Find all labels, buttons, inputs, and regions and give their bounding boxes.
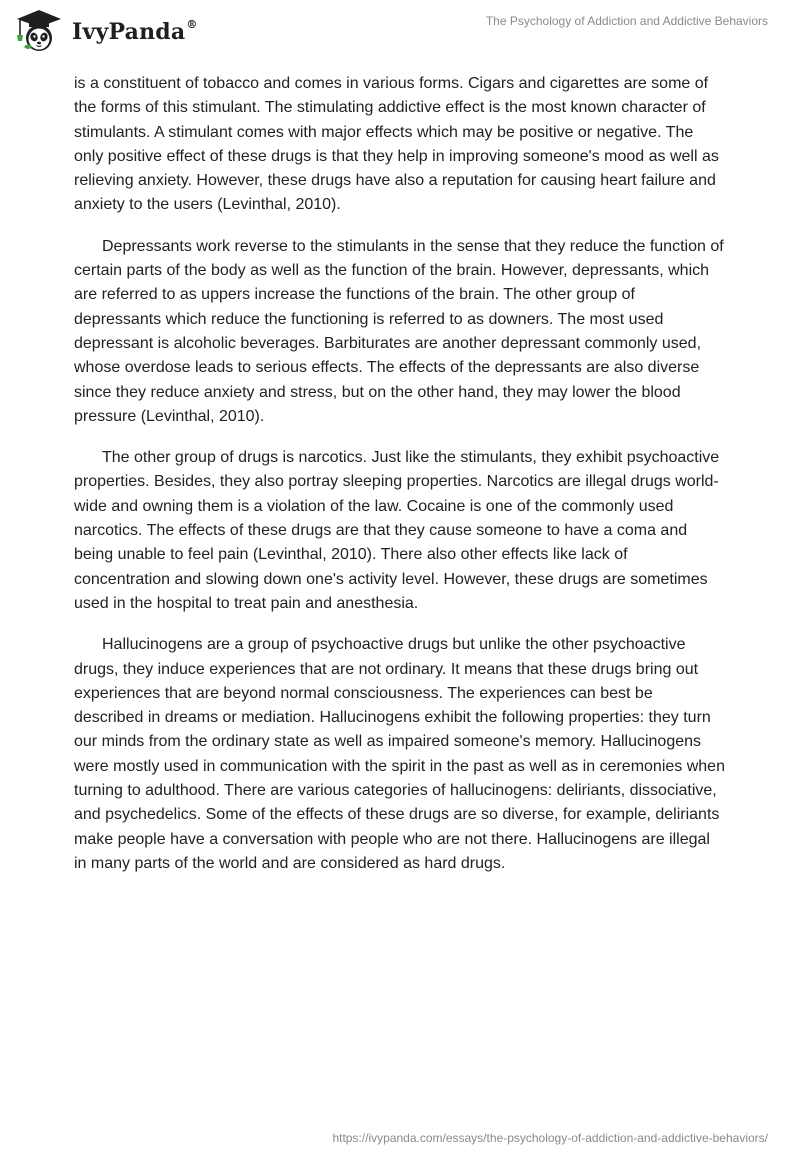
essay-body xyxy=(74,72,726,893)
registered-mark: ® xyxy=(186,17,198,31)
brand-name-text: IvyPanda xyxy=(72,19,186,45)
ivypanda-logo[interactable] xyxy=(14,9,198,53)
paragraph: Depressants work reverse to the stimulants in the sense that they reduce the function of certain parts of the body as well as the function of the brain. However, depressants, which are referred to as uppers increase the functions of the brain. The other group of depressants which reduce the functioning is referred to as downers. The most used depressant is alcoholic beverages. Barbiturates are another depressant commonly used, whose overdose leads to serious effects. The effects of the depressants are also diverse since they reduce anxiety and stress, but on the other hand, they may lower the blood pressure (Levinthal, 2010). xyxy=(74,237,724,425)
paragraph: The other group of drugs is narcotics. Just like the stimulants, they exhibit psychoactive properties. Besides, they also portray sleeping properties. Narcotics are illegal drugs world-wide and owning them is a violation of the law. Cocaine is one of the commonly used narcotics. The effects of these drugs are that they cause someone to have a coma and being unable to feel pain (Levinthal, 2010). There also other effects like lack of concentration and slowing down one's activity level. However, these drugs are sometimes used in the hospital to treat pain and anesthesia. xyxy=(74,449,720,612)
brand-name xyxy=(72,19,198,45)
panda-graduate-icon xyxy=(14,9,64,53)
source-url-link[interactable]: https://ivypanda.com/essays/the-psychology-of-addiction-and-addictive-behaviors/ xyxy=(332,1131,768,1145)
paragraph: Hallucinogens are a group of psychoactive drugs but unlike the other psychoactive drugs, they induce experiences that are not ordinary. It means that these drugs bring out experiences that are beyond normal consciousness. The experiences can best be described in dreams or mediation. Hallucinogens exhibit the following properties: they turn our minds from the ordinary state as well as impaired someone's memory. Hallucinogens were mostly used in communication with the spirit in the past as well as in ceremonies when turning to adulthood. There are various categories of hallucinogens: deliriants, dissociative, and psychedelics. Some of the effects of these drugs are so diverse, for example, deliriants make people have a conversation with people who are not there. Hallucinogens are illegal in many parts of the world and are considered as hard drugs. xyxy=(74,636,725,872)
page-header xyxy=(0,0,800,64)
paragraph: is a constituent of tobacco and comes in various forms. Cigars and cigarettes are some of the forms of this stimulant. The stimulating addictive effect is the most known character of stimulants. A stimulant comes with major effects which may be positive or negative. The only positive effect of these drugs is that they help in improving someone's mood as well as relieving anxiety. However, these drugs have also a reputation for causing heart failure and anxiety to the users (Levinthal, 2010). xyxy=(74,75,719,214)
document-title: The Psychology of Addiction and Addictive Behaviors xyxy=(485,14,768,28)
